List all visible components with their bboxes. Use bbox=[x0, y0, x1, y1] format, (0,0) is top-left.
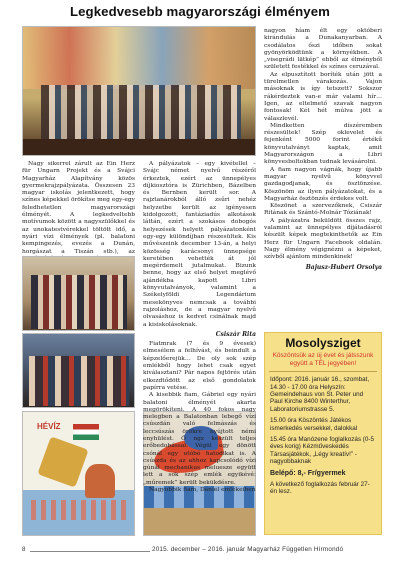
award-people-1 bbox=[31, 275, 127, 329]
col2-para1: A pályázatok – egy kivétellel – Svájc német nyelvű részéről érkeztek, ezért az ünnepélyes díjkiosztóra is Zürichben, Bázelben és Bernben került sor. A rajztanárokból álló zsűri nehéz helyzetbe került az igényesen kidolgozott, fantáziadús alkotások láttán, ezért a szokásos dobogós helyezések helyett pályázatonként egy-egy különdíjban részesültek. Kis művészeink december 13-án, a helyi közösség karácsonyi ünnepsége keretében vehették át jól megérdemelt jutalmukat. Bizunk benne, hogy az első helyet meglévő ajándékba kapott Libri könyvutalványok, valamint a Székelyföldi Legendárium mesekönyves nemcsak a további rajzoláshoz, de a magyar nyelvű olvasáshoz is kedvet csinálnak majd a kisiskolásoknak. bbox=[143, 161, 256, 328]
award-photo-1 bbox=[22, 256, 135, 331]
article-column-2 bbox=[143, 161, 256, 494]
col2-para3: A kisebbik fiam, Gábriel egy nyári balatoni élményét akarta megörökíteni. A 40 fokos nagy melegben a Balatonban lebegő vízi csúszdán való felmászás és leccsúszás örökre nyújtott némi enyhülést. Ő ngz készült teljes erőbedobással. Végül egy dönött csónál egy utóbó hatodikat is. A csúszda és az ahhoz kapcsolódó vízi gúnál mechanikus meluesze együtt lett a sok szép emlék egyikévé: „műremek” került bekükdésre. bbox=[143, 392, 256, 486]
divider bbox=[269, 371, 377, 372]
event-fee: Belépő: 8,- Fr/gyermek bbox=[270, 469, 346, 477]
signature-bajusz: Bajusz-Hubert Orsolya bbox=[305, 263, 382, 271]
col2-para2: Fiatmrak (7 és 9 évesek) elmesélem a felhívást, és beindult a képzelőerejük… De oly sok szép emlékből hogy lehet csak egyet kiválasztani? Pár napos fejtörés után elkezdtődött az első gondolatok papírra vetése. bbox=[143, 341, 256, 391]
drawing-ground bbox=[144, 508, 255, 535]
event-program-1: 15.00 óra Köszöntés Játékos ismerkedés versekkel, dalokkal bbox=[270, 417, 358, 432]
article-column-3 bbox=[264, 28, 382, 271]
award-photo-2 bbox=[22, 333, 135, 408]
event-subtitle: Köszöntsük az új évet és játsszunk együtt a TÉL jegyében! bbox=[272, 352, 374, 367]
event-title: Mosolysziget bbox=[285, 336, 361, 350]
footer-rule bbox=[30, 551, 150, 552]
drawing-figure bbox=[85, 464, 115, 498]
page-number: 8 bbox=[22, 546, 26, 553]
page-footer bbox=[0, 546, 400, 558]
award-people-2 bbox=[29, 356, 129, 406]
mosolysziget-event-box bbox=[264, 332, 382, 535]
col3-para6: A pályázatra beküldött összes rajz, valamint az ünnepélyes díjátadásról készült képek megtekinthetők az Ein Herz für Ungarn Facebook oldalán. Nagy élmény végignézni a képeket, szívből ajánlom mindenkinek! bbox=[264, 217, 382, 261]
page-title: Legkedvesebb magyarországi élményem bbox=[69, 4, 331, 19]
event-next: A következő foglalkozás február 27-én lesz. bbox=[270, 480, 370, 496]
drawing-pattern bbox=[31, 500, 127, 520]
footer-info: 2015. december – 2016. január Magyarház Független Hírmondó bbox=[152, 546, 344, 553]
stage-floor bbox=[23, 139, 255, 155]
children-drawings-backdrop bbox=[23, 27, 255, 89]
drawing-shape bbox=[37, 436, 88, 487]
col3-para5: Köszönet a szervezőknek, Csiszár Ritának és Szántó-Molnár Tóziának! bbox=[264, 203, 382, 217]
col3-para2: Az elpusztított boríték után jött a türelmetlen várakozás. Vajon másoknak is így tetszett? Sokszor rákérdeztek van-e már valami hír… Igen, az eltelmető szavak nagyon fontosak! Két hét múlva jött a válaszlevél. bbox=[264, 71, 382, 122]
child-drawing-heviz bbox=[22, 411, 135, 536]
col3-para1: nagyon híam élt egy októberi kirándulás a Dunakanyarban. A csodálatos őszi időben sokat gyönyörködtünk a környékben. A „visegrádi lätkép” ebből az élményből született festékkel és színes ceruzával. bbox=[264, 28, 382, 71]
drawing-label: HÉVÍZ bbox=[37, 422, 61, 431]
group-photo-stage bbox=[22, 26, 256, 156]
article-intro: Nagy sikerrel zárult az Ein Herz für Ungarn Projekt és a Svájci Magyarház Alapítvány közös gyermekrajzpályázata. Összesen 23 magyar iskolás jelentkezett, hogy színes képekkel örökítse meg egy-egy feledhetetlen magyarországi élményét. A legkedveltebb motívumok között a nagyszülőkkel és az unokatestvérekkel töltött idő, a nyári vízi élmények (pl. balatoni kempingezés, evezés a Dunán, horgászat a Tiszán stb.), az bbox=[22, 161, 135, 255]
col3-para3: Mindketten díszéremben részesültek! Szép oklevelet és fejenként 5000 forint értékű könyvutalványt kaptak, amit Magyarországon a Libri könyvesboltokban tudnak levásárolni. bbox=[264, 122, 382, 166]
event-details: Időpont: 2016. január 16., szombat, 14.30 - 17.00 óra Helyszín: Gemeindehaus von St. Peter und Paul Kirche 8400 Winterthur, Laboratoriumstrasse 5. bbox=[270, 376, 370, 413]
children-group bbox=[41, 85, 241, 143]
hungarian-flag-icon bbox=[73, 424, 99, 440]
col3-para4: A fiam nagyon vágnák, hogy újabb magyar nyelvű könyvvel gazdagodjanak, és ösztönzése. Köszönöm az ilyen pályázatokat, és a Magyarház ösztönzés érdekes volt. bbox=[264, 166, 382, 202]
col2-para4: Nagyobbik fiam, Dániel emlékeiben bbox=[149, 487, 256, 494]
signature-csiszar: Csiszár Rita bbox=[215, 330, 256, 338]
event-program-2: 15.45 óra Manózene foglalkozás (0-5 éves korig) Kézműveskedés Társasjátékok, „Légy kreatív!” - nagyobbaknak bbox=[270, 436, 374, 466]
